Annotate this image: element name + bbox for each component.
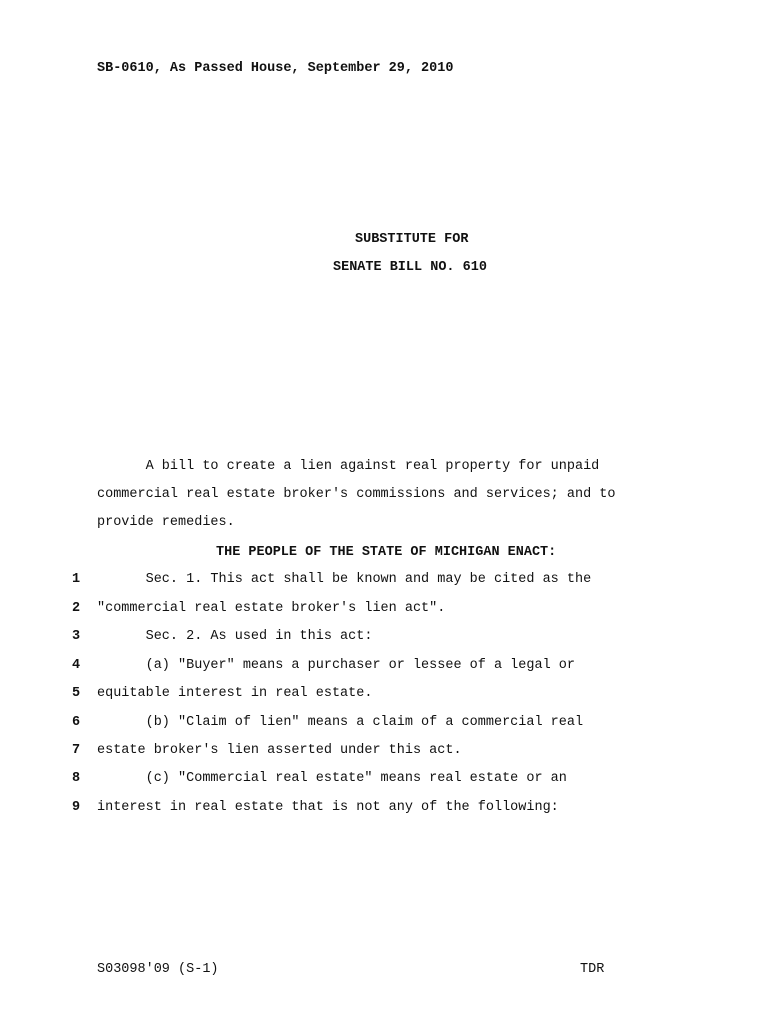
line-number: 2 bbox=[72, 601, 81, 616]
body-line: equitable interest in real estate. bbox=[97, 686, 373, 701]
line-number: 5 bbox=[72, 686, 81, 701]
line-number: 8 bbox=[72, 771, 81, 786]
line-number: 3 bbox=[72, 629, 81, 644]
body-line: (c) "Commercial real estate" means real estate or an bbox=[97, 771, 567, 786]
senate-bill-title: SENATE BILL NO. 610 bbox=[333, 260, 487, 275]
body-line: Sec. 2. As used in this act: bbox=[97, 629, 373, 644]
line-number: 7 bbox=[72, 743, 81, 758]
bill-title-line: provide remedies. bbox=[97, 515, 235, 530]
bill-title-line: A bill to create a lien against real property for unpaid bbox=[97, 459, 600, 474]
footer-doc-id: S03098'09 (S-1) bbox=[97, 962, 219, 977]
body-line: Sec. 1. This act shall be known and may be cited as the bbox=[97, 572, 592, 587]
body-line: (b) "Claim of lien" means a claim of a commercial real bbox=[97, 715, 584, 730]
enacting-clause: THE PEOPLE OF THE STATE OF MICHIGAN ENACT: bbox=[216, 545, 557, 560]
body-line: estate broker's lien asserted under this act. bbox=[97, 743, 462, 758]
line-number: 6 bbox=[72, 715, 81, 730]
bill-title-line: commercial real estate broker's commissions and services; and to bbox=[97, 487, 616, 502]
body-line: interest in real estate that is not any of the following: bbox=[97, 800, 559, 815]
line-number: 9 bbox=[72, 800, 81, 815]
body-line: "commercial real estate broker's lien act". bbox=[97, 601, 446, 616]
substitute-title: SUBSTITUTE FOR bbox=[355, 232, 469, 247]
bill-status-header: SB-0610, As Passed House, September 29, 2010 bbox=[97, 61, 454, 76]
footer-initials: TDR bbox=[580, 962, 605, 977]
line-number: 1 bbox=[72, 572, 81, 587]
body-line: (a) "Buyer" means a purchaser or lessee of a legal or bbox=[97, 658, 575, 673]
line-number: 4 bbox=[72, 658, 81, 673]
